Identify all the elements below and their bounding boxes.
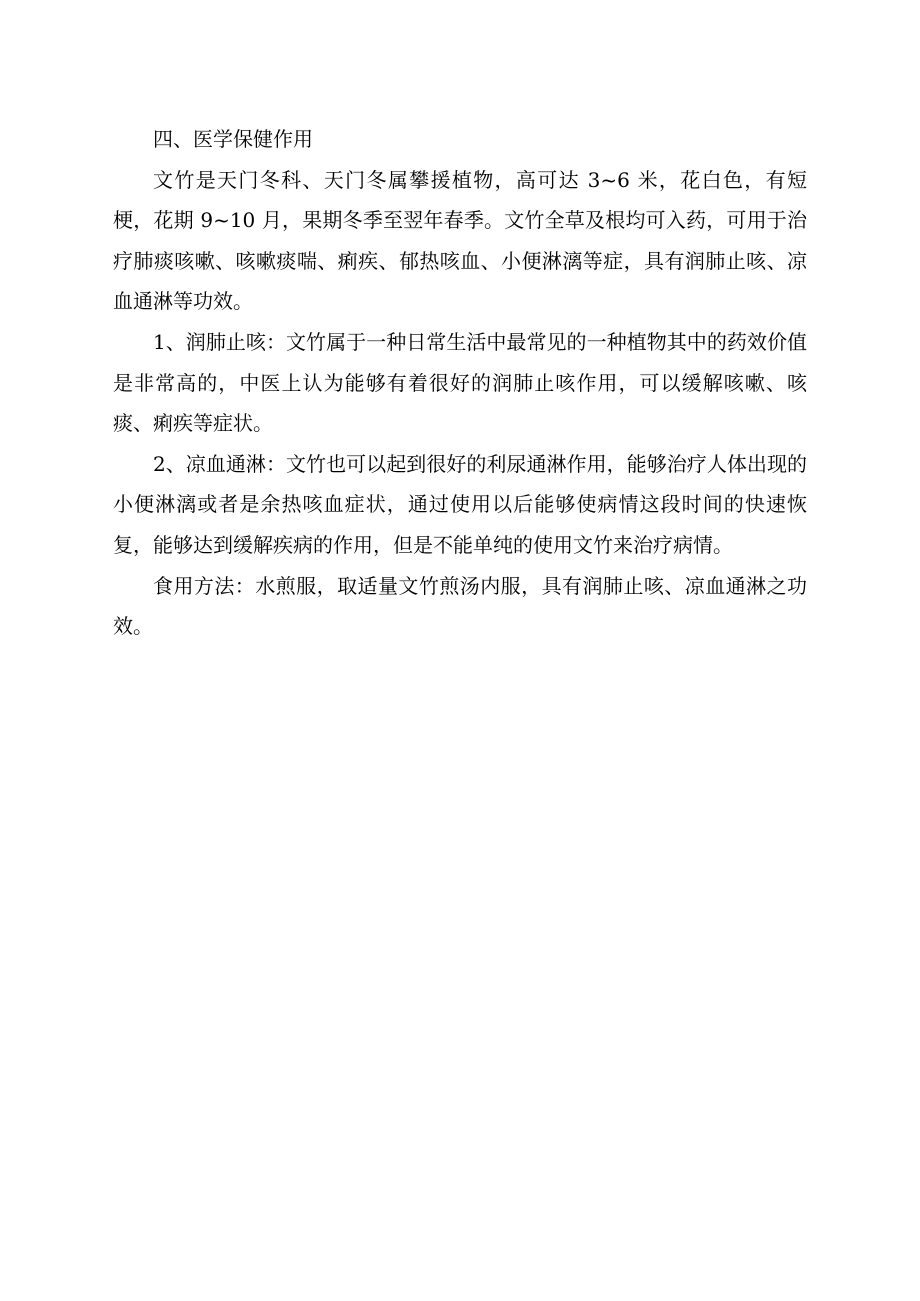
paragraph-item-2: 2、凉血通淋：文竹也可以起到很好的利尿通淋作用，能够治疗人体出现的小便淋漓或者是余热咳血症状，通过使用以后能够使病情这段时间的快速恢复，能够达到缓解疾病的作用，但是不能单纯的使用文竹来治疗病情。 <box>113 451 807 557</box>
document-body <box>113 119 807 647</box>
section-heading: 四、医学保健作用 <box>153 127 313 151</box>
paragraph-item-1: 1、润肺止咳：文竹属于一种日常生活中最常见的一种植物其中的药效价值是非常高的，中医上认为能够有着很好的润肺止咳作用，可以缓解咳嗽、咳痰、痢疾等症状。 <box>113 329 807 436</box>
paragraph-usage: 食用方法：水煎服，取适量文竹煎汤内服，具有润肺止咳、凉血通淋之功效。 <box>113 573 807 639</box>
paragraph-intro: 文竹是天门冬科、天门冬属攀援植物，高可达 3~6 米，花白色，有短梗，花期 9~10 月，果期冬季至翌年春季。文竹全草及根均可入药，可用于治疗肺痰咳嗽、咳嗽痰喘、痢疾、郁热咳血、小便淋漓等症，具有润肺止咳、凉血通淋等功效。 <box>113 167 807 314</box>
